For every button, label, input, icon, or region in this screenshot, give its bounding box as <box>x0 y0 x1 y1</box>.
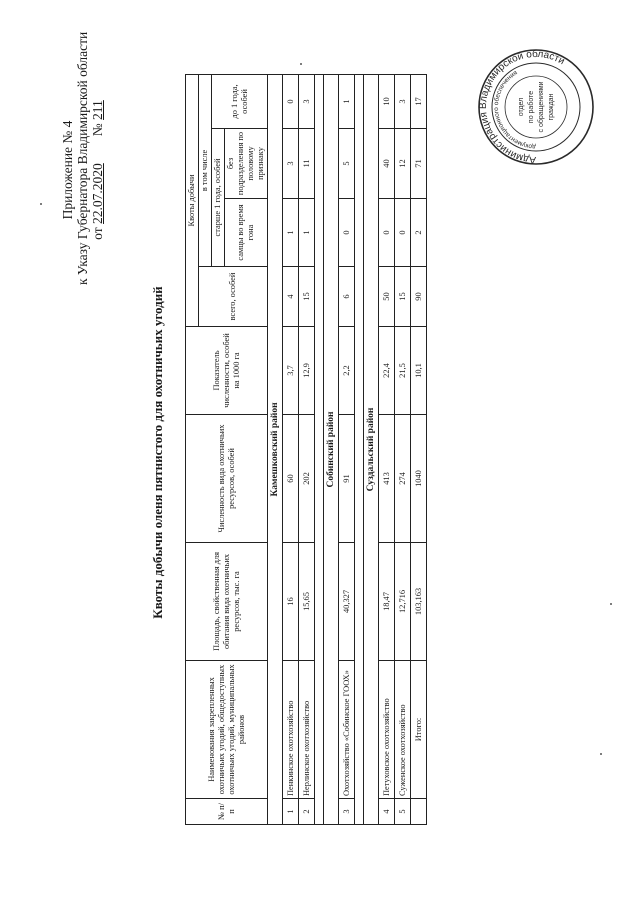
stamp-center-line: отдел <box>518 97 525 117</box>
decree-number: 211 <box>90 100 105 120</box>
header-antlers: самцы во время гона <box>225 199 268 267</box>
district-row: Суздальский район <box>364 74 379 824</box>
table-row: 4 Петуховское охотхозяйство 18,47 413 22,4 50 0 40 10 <box>379 74 395 824</box>
quota-table <box>185 74 427 825</box>
header-num: № п/п <box>186 799 268 825</box>
stamp-center-line: с обращениями <box>538 81 545 133</box>
scan-speck <box>600 753 602 755</box>
header-nosex: без подразделения по половому признаку <box>225 129 268 199</box>
district-row: Камешковский район <box>268 74 283 824</box>
scan-speck <box>610 603 612 605</box>
header-total: всего, особей <box>199 267 268 327</box>
appendix-header <box>60 31 105 285</box>
header-older: старше 1 года, особей <box>212 129 225 267</box>
appendix-title: Приложение № 4 <box>60 120 75 220</box>
stamp-center-line: по работе <box>528 90 535 124</box>
decree-date: 22.07.2020 <box>90 163 105 224</box>
stamp-outer-text: Администрация Владимирской области <box>477 48 567 166</box>
table-row: 3 Охотхозяйство «Собинское ГООХ» 40,327 91 2,2 6 0 5 1 <box>339 74 355 824</box>
appendix-decree-ref: к Указу Губернатора Владимирской области <box>75 31 90 285</box>
spacer-row <box>355 74 364 824</box>
official-stamp <box>476 47 596 167</box>
table-row: 1 Пенкинское охотхозяйство 16 60 3,7 4 1 3 0 <box>283 74 299 824</box>
stamp-center-ring <box>505 76 567 138</box>
appendix-date-line: от 22.07.2020 № 211 <box>90 100 105 240</box>
total-row: Итого: 103,163 1040 10,1 90 2 71 17 <box>411 74 427 824</box>
stamp-center-line: граждан <box>548 93 555 121</box>
document-title: Квоты добычи оленя пятнистого для охотничьих угодий <box>150 286 165 619</box>
header-area: Площадь, свойственная для обитания вида охотничьих ресурсов, тыс. га <box>186 543 268 661</box>
header-including: в том числе <box>199 74 212 266</box>
table-row: 5 Суженское охотхозяйство 12,716 274 21,5 15 0 12 3 <box>395 74 411 824</box>
spacer-row <box>315 74 324 824</box>
table-row: 2 Нерлинское охотхозяйство 15,65 202 12,9 15 1 11 3 <box>299 74 315 824</box>
district-row: Собинский район <box>324 74 339 824</box>
scan-speck <box>300 63 302 65</box>
header-density: Показатель численности, особей на 1000 га <box>186 327 268 415</box>
header-young: до 1 года, особей <box>212 74 268 128</box>
stamp-inner-text: документационного обеспечения <box>492 69 537 151</box>
header-name: Наименования закрепленных охотничьих угодий, общедоступных охотничьих угодий, муниципальных районов <box>186 661 268 799</box>
scan-speck <box>40 203 42 205</box>
header-population: Численность вида охотничьих ресурсов, особей <box>186 415 268 543</box>
header-quotas: Квоты добычи <box>186 74 199 326</box>
